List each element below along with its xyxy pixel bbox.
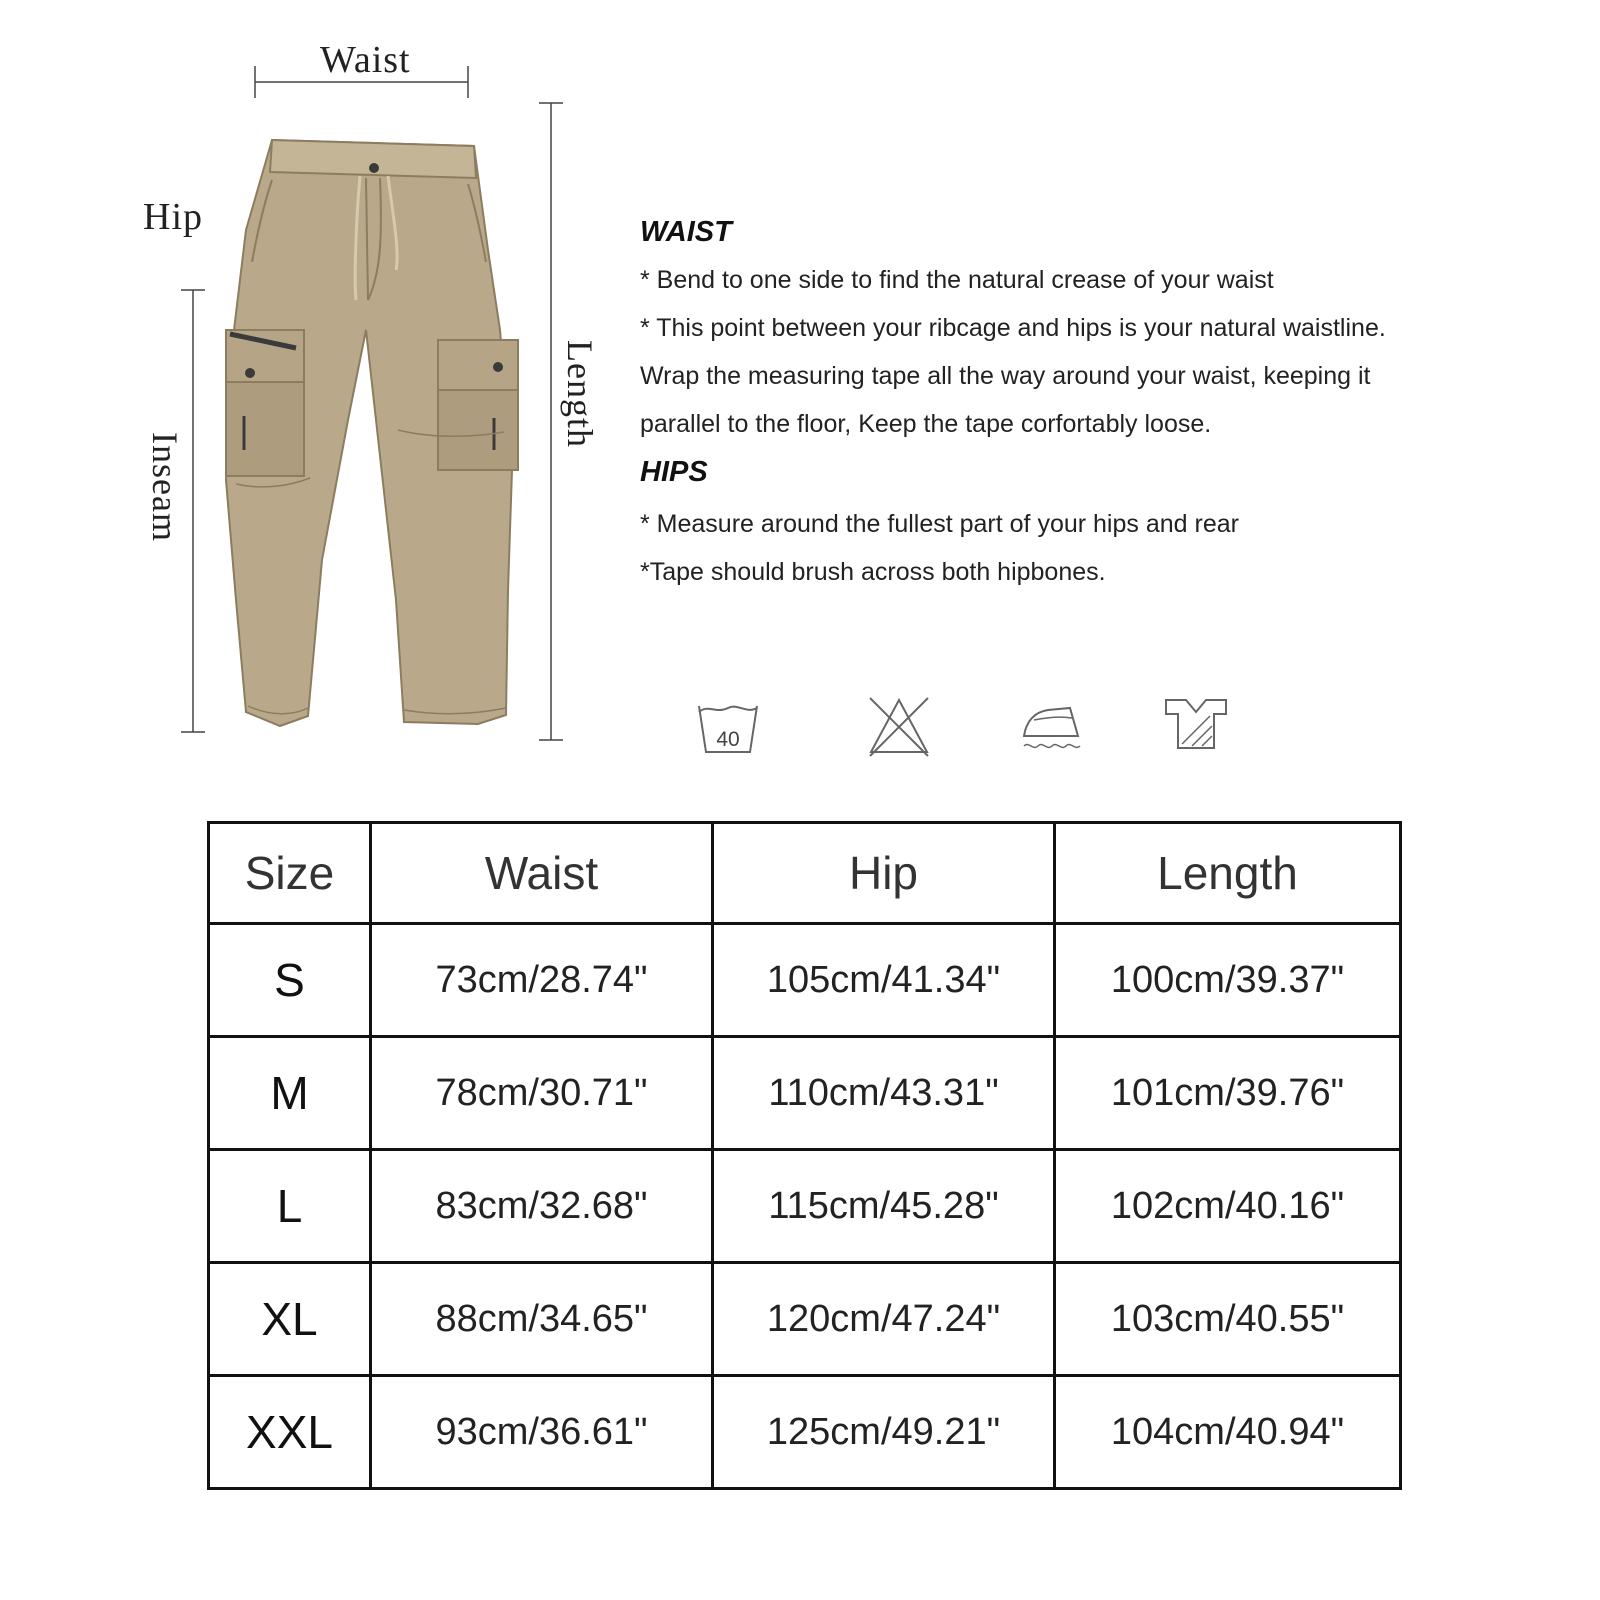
length-label: Length — [560, 340, 600, 448]
length-cell: 102cm/40.16" — [1055, 1150, 1401, 1263]
size-cell: M — [209, 1037, 371, 1150]
table-row — [209, 924, 1401, 1037]
inseam-label: Inseam — [145, 432, 185, 542]
hips-heading: HIPS — [640, 456, 708, 488]
waist-cell: 83cm/32.68" — [371, 1150, 713, 1263]
header-hip: Hip — [713, 823, 1055, 924]
svg-text:40: 40 — [716, 728, 740, 751]
length-cell: 104cm/40.94" — [1055, 1376, 1401, 1489]
waist-instruction-line: * This point between your ribcage and hips is your natural waistline. — [640, 314, 1386, 342]
table-row — [209, 1037, 1401, 1150]
header-size: Size — [209, 823, 371, 924]
size-cell: XL — [209, 1263, 371, 1376]
hip-cell: 105cm/41.34" — [713, 924, 1055, 1037]
length-cell: 101cm/39.76" — [1055, 1037, 1401, 1150]
table-row — [209, 1150, 1401, 1263]
waist-cell: 93cm/36.61" — [371, 1376, 713, 1489]
hip-cell: 125cm/49.21" — [713, 1376, 1055, 1489]
table-row — [209, 1263, 1401, 1376]
size-cell: XXL — [209, 1376, 371, 1489]
wash-40-icon — [696, 700, 760, 758]
table-row — [209, 1376, 1401, 1489]
cargo-pants-illustration — [226, 140, 518, 726]
measuring-instructions — [640, 208, 1540, 596]
header-waist: Waist — [371, 823, 713, 924]
size-cell: L — [209, 1150, 371, 1263]
hip-label: Hip — [143, 196, 203, 238]
waist-cell: 88cm/34.65" — [371, 1263, 713, 1376]
hips-instruction-line: * Measure around the fullest part of your hips and rear — [640, 510, 1239, 538]
waist-label: Waist — [320, 39, 411, 81]
size-cell: S — [209, 924, 371, 1037]
do-not-bleach-icon — [866, 694, 932, 758]
hip-cell: 110cm/43.31" — [713, 1037, 1055, 1150]
hip-cell: 120cm/47.24" — [713, 1263, 1055, 1376]
length-cell: 103cm/40.55" — [1055, 1263, 1401, 1376]
table-header-row — [209, 823, 1401, 924]
waist-cell: 78cm/30.71" — [371, 1037, 713, 1150]
hips-instruction-line: *Tape should brush across both hipbones. — [640, 558, 1106, 586]
length-cell: 100cm/39.37" — [1055, 924, 1401, 1037]
waist-heading: WAIST — [640, 216, 732, 248]
waist-instruction-line: * Bend to one side to find the natural crease of your waist — [640, 266, 1274, 294]
waist-instruction-line: parallel to the floor, Keep the tape corfortably loose. — [640, 410, 1212, 438]
low-iron-icon — [1020, 696, 1084, 752]
hip-cell: 115cm/45.28" — [713, 1150, 1055, 1263]
size-chart-table — [207, 821, 1402, 1490]
dry-flat-icon — [1162, 696, 1230, 752]
waist-cell: 73cm/28.74" — [371, 924, 713, 1037]
waist-instruction-line: Wrap the measuring tape all the way around your waist, keeping it — [640, 362, 1371, 390]
header-length: Length — [1055, 823, 1401, 924]
